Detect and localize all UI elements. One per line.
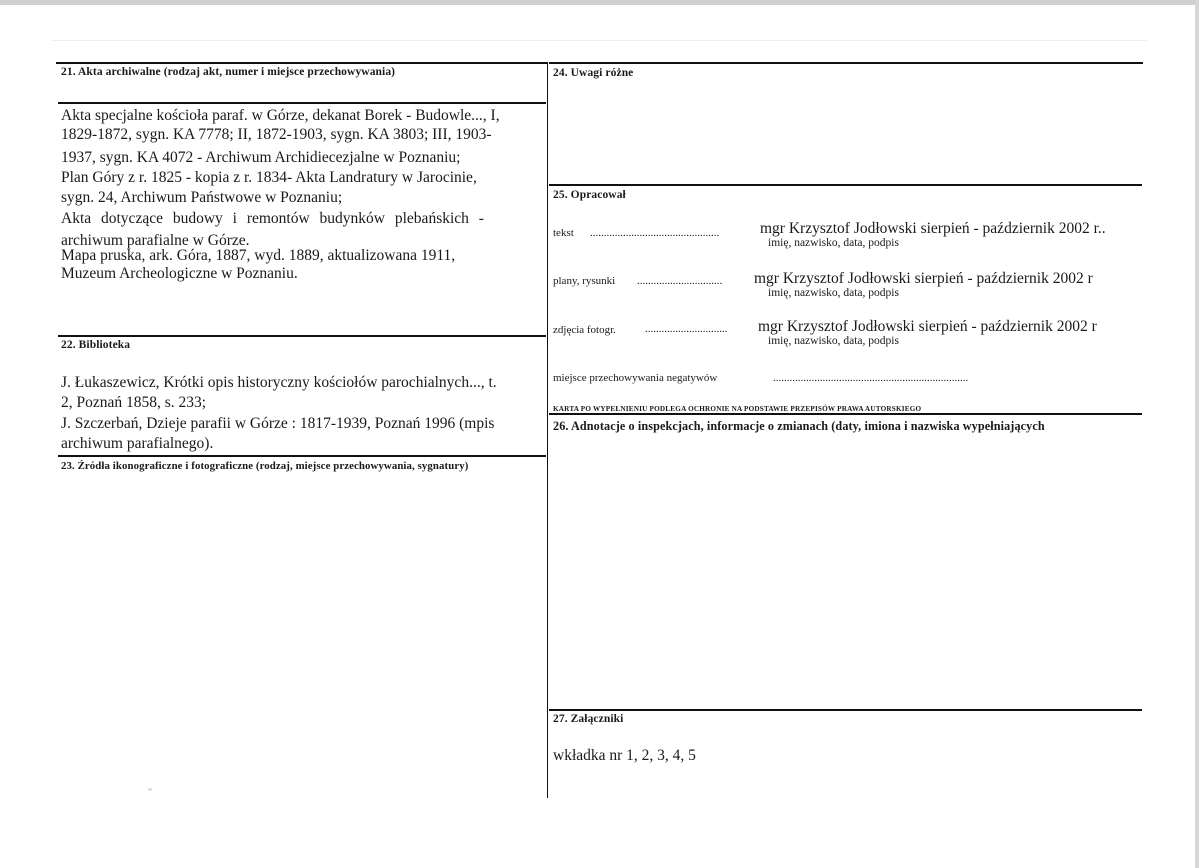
scan-edge-top (0, 0, 1199, 5)
s21-line: archiwum parafialne w Górze. (61, 232, 250, 249)
s21-heading: 21. Akta archiwalne (rodzaj akt, numer i miejsce przechowywania) (61, 66, 396, 78)
s22-line: archiwum parafialnego). (61, 435, 214, 452)
s27-heading: 27. Załączniki (553, 713, 624, 725)
s21-line: Akta dotyczące budowy i remontów budynków plebańskich - (61, 210, 484, 227)
s27-attachments: wkładka nr 1, 2, 3, 4, 5 (553, 747, 696, 764)
s25-sub-photos: imię, nazwisko, data, podpis (768, 335, 899, 347)
s27-top-rule (549, 709, 1142, 711)
s23-heading: 23. Źródła ikonograficzne i fotograficzne (rodzaj, miejsce przechowywania, sygnatury) (61, 460, 469, 472)
s25-label-plans: plany, rysunki (553, 275, 616, 287)
s21-heading-rule (58, 102, 546, 104)
s25-sub-plans: imię, nazwisko, data, podpis (768, 287, 899, 299)
right-top-rule (549, 62, 1143, 64)
s25-dots-photos: .............................. (645, 323, 728, 335)
s21-line: Muzeum Archeologiczne w Poznaniu. (61, 265, 298, 282)
s25-sub-text: imię, nazwisko, data, podpis (768, 237, 899, 249)
card-edge (52, 40, 1147, 41)
stray-mark: ” (148, 787, 152, 797)
s24-heading: 24. Uwagi różne (553, 67, 634, 79)
s21-line: Plan Góry z r. 1825 - kopia z r. 1834- Akta Landratury w Jarocinie, (61, 169, 477, 186)
s22-line: J. Łukaszewicz, Krótki opis historyczny kościołów parochialnych..., t. (61, 374, 497, 391)
s21-line: 1829-1872, sygn. KA 7778; II, 1872-1903, sygn. KA 3803; III, 1903- (61, 126, 492, 143)
s25-top-rule (549, 184, 1142, 186)
s22-top-rule (58, 335, 546, 337)
s25-author-plans: mgr Krzysztof Jodłowski sierpień - październik 2002 r (754, 270, 1093, 287)
s26-top-rule (549, 413, 1142, 415)
s25-label-photos: zdjęcia fotogr. (553, 324, 616, 336)
s25-dots-text: ............................................... (590, 227, 720, 239)
s21-line: Akta specjalne kościoła paraf. w Górze, dekanat Borek - Budowle..., I, (61, 107, 500, 124)
column-divider (547, 62, 548, 798)
scan-edge-right (1195, 0, 1199, 868)
s21-line: 1937, sygn. KA 4072 - Archiwum Archidiecezjalne w Poznaniu; (61, 149, 461, 166)
copyright-notice: KARTA PO WYPEŁNIENIU PODLEGA OCHRONIE NA PODSTAWIE PRZEPISÓW PRAWA AUTORSKIEGO (553, 405, 922, 413)
s22-line: 2, Poznań 1858, s. 233; (61, 394, 207, 411)
left-top-rule (56, 62, 548, 64)
s25-dots-plans: ............................... (637, 275, 723, 287)
s25-heading: 25. Opracował (553, 189, 626, 201)
s25-author-photos: mgr Krzysztof Jodłowski sierpień - październik 2002 r (758, 318, 1097, 335)
s21-line: sygn. 24, Archiwum Państwowe w Poznaniu; (61, 189, 343, 206)
s26-heading: 26. Adnotacje o inspekcjach, informacje o zmianach (daty, imiona i nazwiska wypełniających (553, 419, 1045, 433)
s22-heading: 22. Biblioteka (61, 339, 131, 351)
s25-negatives-dots: ....................................................................... (773, 372, 969, 384)
s23-top-rule (58, 455, 546, 457)
s21-line: Mapa pruska, ark. Góra, 1887, wyd. 1889, aktualizowana 1911, (61, 247, 456, 264)
s25-label-text: tekst (553, 227, 574, 239)
s22-line: J. Szczerbań, Dzieje parafii w Górze : 1817-1939, Poznań 1996 (mpis (61, 415, 495, 432)
s25-negatives-label: miejsce przechowywania negatywów (553, 372, 718, 384)
s25-author-text: mgr Krzysztof Jodłowski sierpień - październik 2002 r.. (760, 220, 1106, 237)
